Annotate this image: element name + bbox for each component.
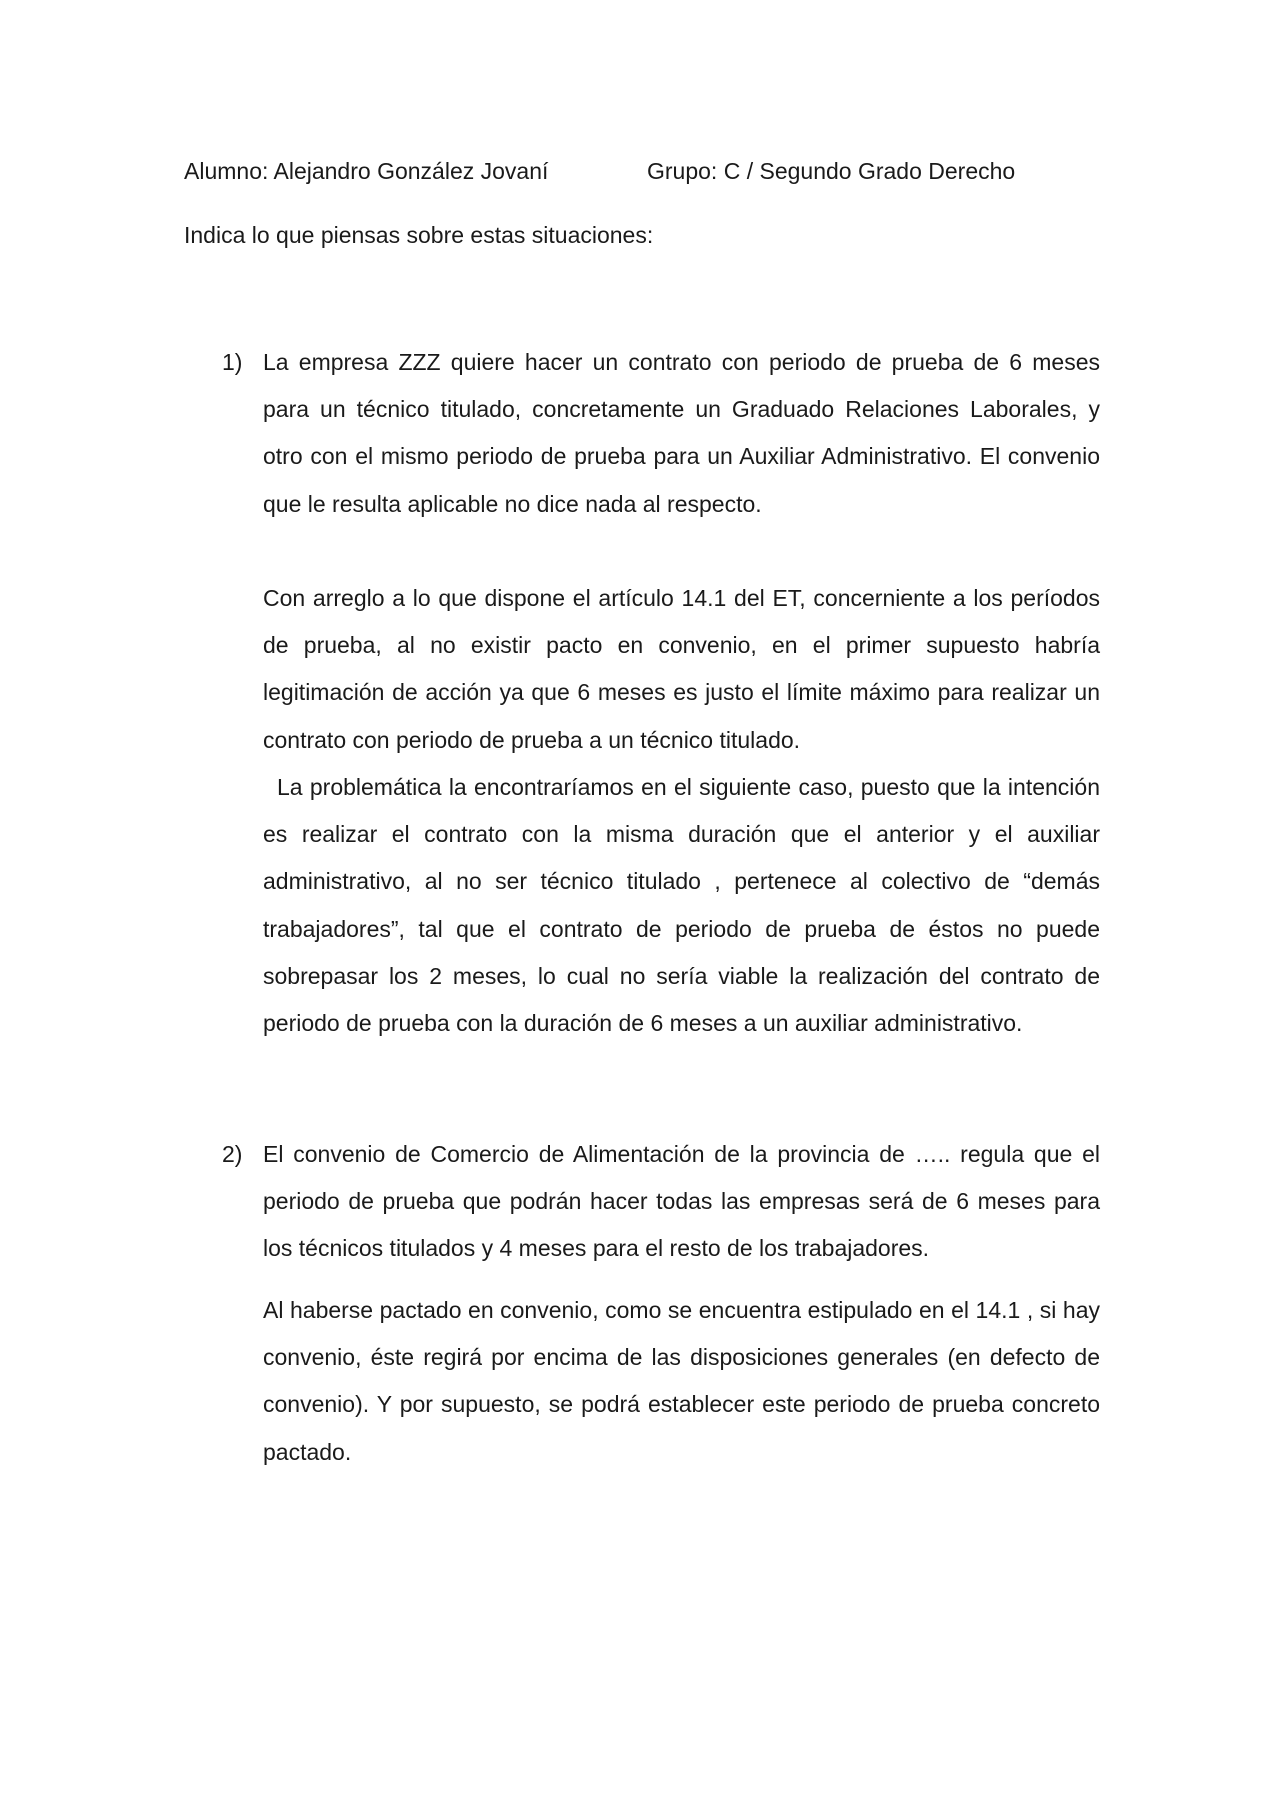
item-number: 2) xyxy=(222,1141,243,1167)
answer-paragraph: La problemática la encontraríamos en el siguiente caso, puesto que la intención es realizar el contrato con la misma duración que el anterior y el auxiliar administrativo, al no ser técnico titulado , pertenece al colectivo de “demás trabajadores”, tal que el contrato de periodo de prueba de éstos no puede sobrepasar los 2 meses, lo cual no sería viable la realización del contrato de periodo de prueba con la duración de 6 meses a un auxiliar administrativo. xyxy=(263,774,1100,1037)
student-group: Grupo: C / Segundo Grado Derecho xyxy=(647,158,1016,184)
student-name: Alumno: Alejandro González Jovaní xyxy=(184,158,549,184)
question-text: La empresa ZZZ quiere hacer un contrato con periodo de prueba de 6 meses para un técnico titulado, concretamente un Graduado Relaciones Laborales, y otro con el mismo periodo de prueba para un Auxiliar Administrativo. El convenio que le resulta aplicable no dice nada al respecto. xyxy=(263,349,1100,517)
answer-paragraph: Con arreglo a lo que dispone el artículo 14.1 del ET, concerniente a los períodos de prueba, al no existir pacto en convenio, en el primer supuesto habría legitimación de acción ya que 6 meses es justo el límite máximo para realizar un contrato con periodo de prueba a un técnico titulado. xyxy=(263,585,1100,753)
question-text: El convenio de Comercio de Alimentación de la provincia de ….. regula que el periodo de prueba que podrán hacer todas las empresas será de 6 meses para los técnicos titulados y 4 meses para el resto de los trabajadores. xyxy=(263,1141,1100,1262)
answer-paragraph: Al haberse pactado en convenio, como se encuentra estipulado en el 14.1 , si hay convenio, éste regirá por encima de las disposiciones generales (en defecto de convenio). Y por supuesto, se podrá establecer este periodo de prueba concreto pactado. xyxy=(263,1297,1100,1465)
instruction-text: Indica lo que piensas sobre estas situaciones: xyxy=(184,222,654,248)
item-number: 1) xyxy=(222,349,243,375)
